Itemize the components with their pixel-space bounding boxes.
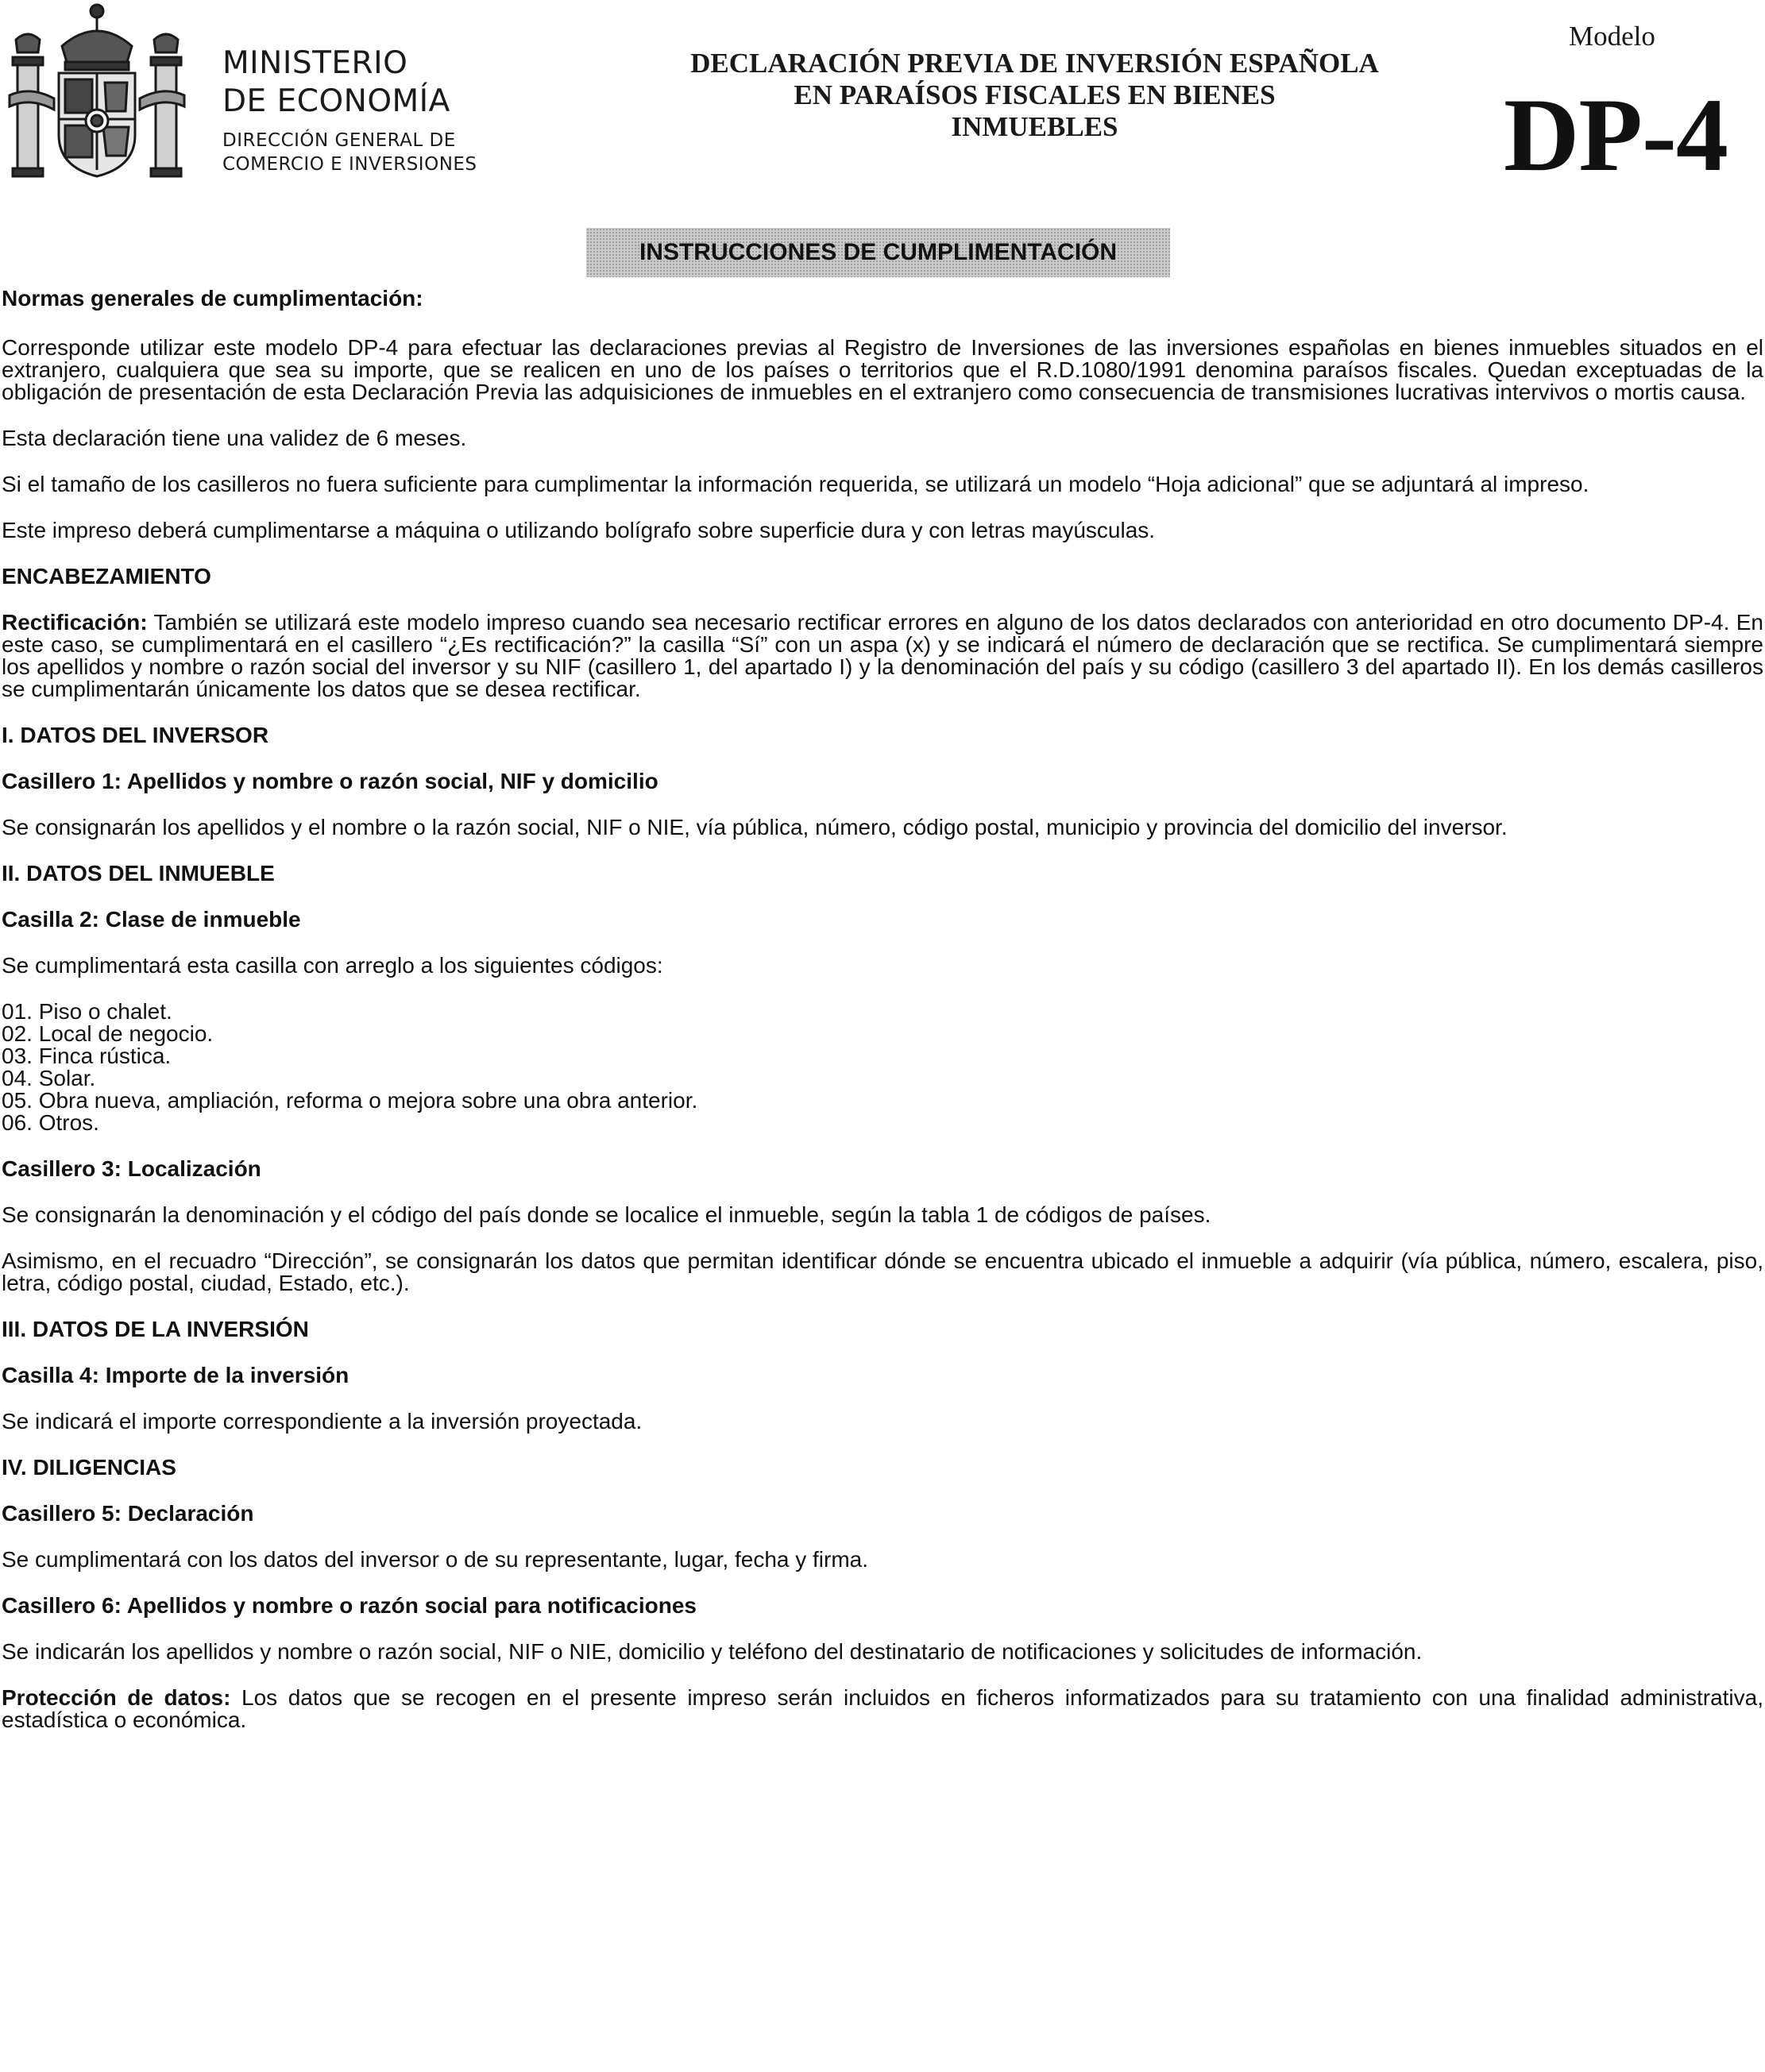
proteccion-datos-label: Protección de datos: xyxy=(2,1685,231,1710)
document-title-line3: INMUEBLES xyxy=(951,111,1118,142)
modelo-code: DP-4 xyxy=(1504,76,1728,193)
casillero-3-heading: Casillero 3: Localización xyxy=(2,1156,261,1181)
section-1-heading: I. DATOS DEL INVERSOR xyxy=(2,723,269,747)
ministry-block xyxy=(222,44,477,176)
instructions-body xyxy=(2,287,1763,1731)
document-title-line2: EN PARAÍSOS FISCALES EN BIENES xyxy=(794,79,1276,110)
casillero-1-text: Se consignarán los apellidos y el nombre o la razón social, NIF o NIE, vía pública, número, código postal, municipio y provincia del domicilio del inversor. xyxy=(2,815,1508,839)
ministry-name-line1: MINISTERIO xyxy=(222,45,408,81)
property-code-list xyxy=(2,1001,1763,1134)
list-item: 03. Finca rústica. xyxy=(2,1044,172,1068)
proteccion-datos-paragraph xyxy=(2,1687,1763,1731)
ministry-department-line2: COMERCIO E INVERSIONES xyxy=(222,154,477,175)
casilla-4-text: Se indicará el importe correspondiente a la inversión proyectada. xyxy=(2,1409,643,1433)
encabezamiento-heading: ENCABEZAMIENTO xyxy=(2,564,211,588)
normas-paragraph-2: Esta declaración tiene una validez de 6 meses. xyxy=(2,426,467,450)
casilla-2-text: Se cumplimentará esta casilla con arreglo a los siguientes códigos: xyxy=(2,953,663,978)
ministry-name-line2: DE ECONOMÍA xyxy=(222,83,450,119)
casillero-1-heading: Casillero 1: Apellidos y nombre o razón social, NIF y domicilio xyxy=(2,769,658,793)
list-item: 02. Local de negocio. xyxy=(2,1021,214,1046)
instructions-banner: INSTRUCCIONES DE CUMPLIMENTACIÓN xyxy=(586,228,1170,277)
normas-paragraph-1: Corresponde utilizar este modelo DP-4 para efectuar las declaraciones previas al Registro de Inversiones de las inversiones españolas en bienes inmuebles situados en el extranjero, cualquiera que sea su importe, que se realicen en uno de los países o territorios que el R.D.1080/1991 denomina paraísos fiscales. Quedan exceptuadas de la obligación de presentación de esta Declaración Previa las adquisiciones de inmuebles en el extranjero como consecuencia de transmisiones lucrativas intervivos o mortis causa. xyxy=(2,335,1763,404)
casillero-6-heading: Casillero 6: Apellidos y nombre o razón social para notificaciones xyxy=(2,1593,697,1618)
section-4-heading: IV. DILIGENCIAS xyxy=(2,1455,176,1480)
list-item: 05. Obra nueva, ampliación, reforma o mejora sobre una obra anterior. xyxy=(2,1088,698,1113)
rectificacion-paragraph xyxy=(2,612,1763,700)
spanish-coat-of-arms-icon xyxy=(6,0,187,183)
section-3-heading: III. DATOS DE LA INVERSIÓN xyxy=(2,1317,309,1341)
normas-heading: Normas generales de cumplimentación: xyxy=(2,286,423,311)
casillero-6-text: Se indicarán los apellidos y nombre o razón social, NIF o NIE, domicilio y teléfono del destinatario de notificaciones y solicitudes de información. xyxy=(2,1639,1423,1664)
normas-paragraph-3: Si el tamaño de los casilleros no fuera suficiente para cumplimentar la información requerida, se utilizará un modelo “Hoja adicional” que se adjuntará al impreso. xyxy=(2,472,1589,496)
list-item: 06. Otros. xyxy=(2,1110,99,1135)
rectificacion-text: También se utilizará este modelo impreso cuando sea necesario rectificar errores en alguno de los datos declarados con anterioridad en otro documento DP-4. En este caso, se cumplimentará en el casillero “¿Es rectificación?” la casilla “Sí” con un aspa (x) y se indicará el número de declaración que se rectifica. Se cumplimentará siempre los apellidos y nombre o razón social del inversor y su NIF (casillero 1, del apartado I) y la denominación del país y su código (casillero 3 del apartado II). En los demás casilleros se cumplimentarán únicamente los datos que se desea rectificar. xyxy=(2,610,1763,701)
proteccion-datos-text: Los datos que se recogen en el presente impreso serán incluidos en ficheros informatizados para su tratamiento con una finalidad administrativa, estadística o económica. xyxy=(2,1685,1764,1732)
casilla-2-heading: Casilla 2: Clase de inmueble xyxy=(2,907,301,932)
rectificacion-label: Rectificación: xyxy=(2,610,148,635)
casillero-3-paragraph-1: Se consignarán la denominación y el código del país donde se localice el inmueble, según la tabla 1 de códigos de países. xyxy=(2,1202,1211,1227)
modelo-label: Modelo xyxy=(1569,21,1655,52)
casillero-5-heading: Casillero 5: Declaración xyxy=(2,1501,254,1526)
casilla-4-heading: Casilla 4: Importe de la inversión xyxy=(2,1363,350,1387)
ministry-department-line1: DIRECCIÓN GENERAL DE xyxy=(222,130,456,151)
list-item: 01. Piso o chalet. xyxy=(2,999,172,1024)
section-2-heading: II. DATOS DEL INMUEBLE xyxy=(2,861,275,886)
document-title xyxy=(620,48,1450,143)
normas-paragraph-4: Este impreso deberá cumplimentarse a máquina o utilizando bolígrafo sobre superficie dura y con letras mayúsculas. xyxy=(2,518,1156,542)
document-title-line1: DECLARACIÓN PREVIA DE INVERSIÓN ESPAÑOLA xyxy=(690,48,1379,79)
casillero-3-paragraph-2: Asimismo, en el recuadro “Dirección”, se consignarán los datos que permitan identificar dónde se encuentra ubicado el inmueble a adquirir (vía pública, número, escalera, piso, letra, código postal, ciudad, Estado, etc.). xyxy=(2,1248,1763,1295)
casillero-5-text: Se cumplimentará con los datos del inversor o de su representante, lugar, fecha y firma. xyxy=(2,1547,869,1572)
list-item: 04. Solar. xyxy=(2,1066,96,1090)
